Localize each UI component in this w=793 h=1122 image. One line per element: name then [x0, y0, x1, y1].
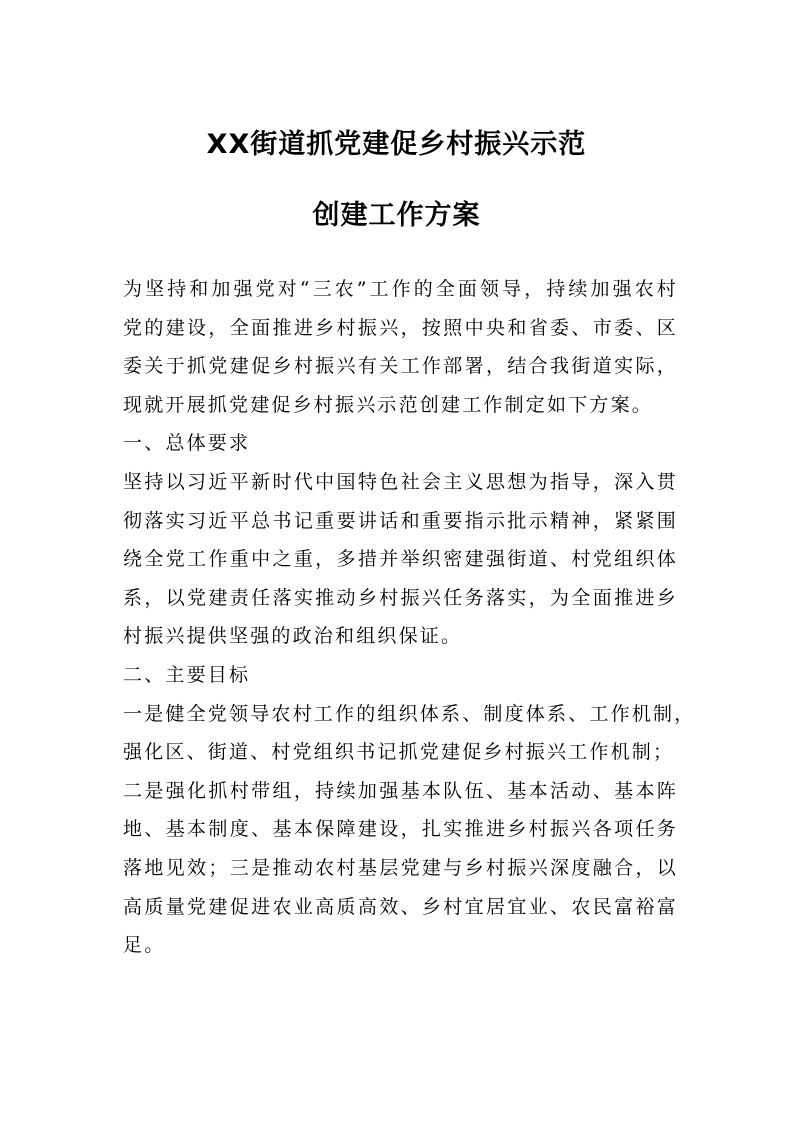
- document-title-line-1: XX街道抓党建促乡村振兴示范: [206, 129, 587, 160]
- section1-line: 村振兴提供坚强的政治和组织保证。: [123, 625, 463, 648]
- intro-line: 委关于抓党建促乡村振兴有关工作部署，结合我街道实际，: [123, 355, 678, 378]
- section-heading-main-goals: 二、主要目标: [123, 663, 251, 686]
- section2-line: 足。: [123, 934, 166, 957]
- section1-line: 系，以党建责任落实推动乡村振兴任务落实，为全面推进乡: [123, 586, 678, 609]
- section-heading-overall-requirements: 一、总体要求: [123, 432, 251, 455]
- section1-line: 绕全党工作重中之重，多措并举织密建强街道、村党组织体: [123, 548, 678, 571]
- intro-line: 为坚持和加强党对“三农”工作的全面领导，持续加强农村: [123, 278, 678, 300]
- intro-line: 党的建设，全面推进乡村振兴，按照中央和省委、市委、区: [123, 316, 678, 339]
- section1-line: 彻落实习近平总书记重要讲话和重要指示批示精神，紧紧围: [123, 509, 678, 532]
- section1-line: 坚持以习近平新时代中国特色社会主义思想为指导，深入贯: [123, 470, 678, 493]
- section2-line: 地、基本制度、基本保障建设，扎实推进乡村振兴各项任务: [123, 818, 678, 841]
- document-title-line-2: 创建工作方案: [312, 200, 481, 231]
- section2-line: 高质量党建促进农业高质高效、乡村宜居宜业、农民富裕富: [123, 895, 678, 918]
- section2-line: 一是健全党领导农村工作的组织体系、制度体系、工作机制，: [123, 702, 696, 725]
- section2-line: 强化区、街道、村党组织书记抓党建促乡村振兴工作机制；: [123, 741, 675, 764]
- section2-line: 二是强化抓村带组，持续加强基本队伍、基本活动、基本阵: [123, 779, 678, 802]
- intro-line: 现就开展抓党建促乡村振兴示范创建工作制定如下方案。: [123, 393, 654, 416]
- section2-line: 落地见效；三是推动农村基层党建与乡村振兴深度融合，以: [123, 856, 678, 879]
- document-body: [123, 270, 696, 965]
